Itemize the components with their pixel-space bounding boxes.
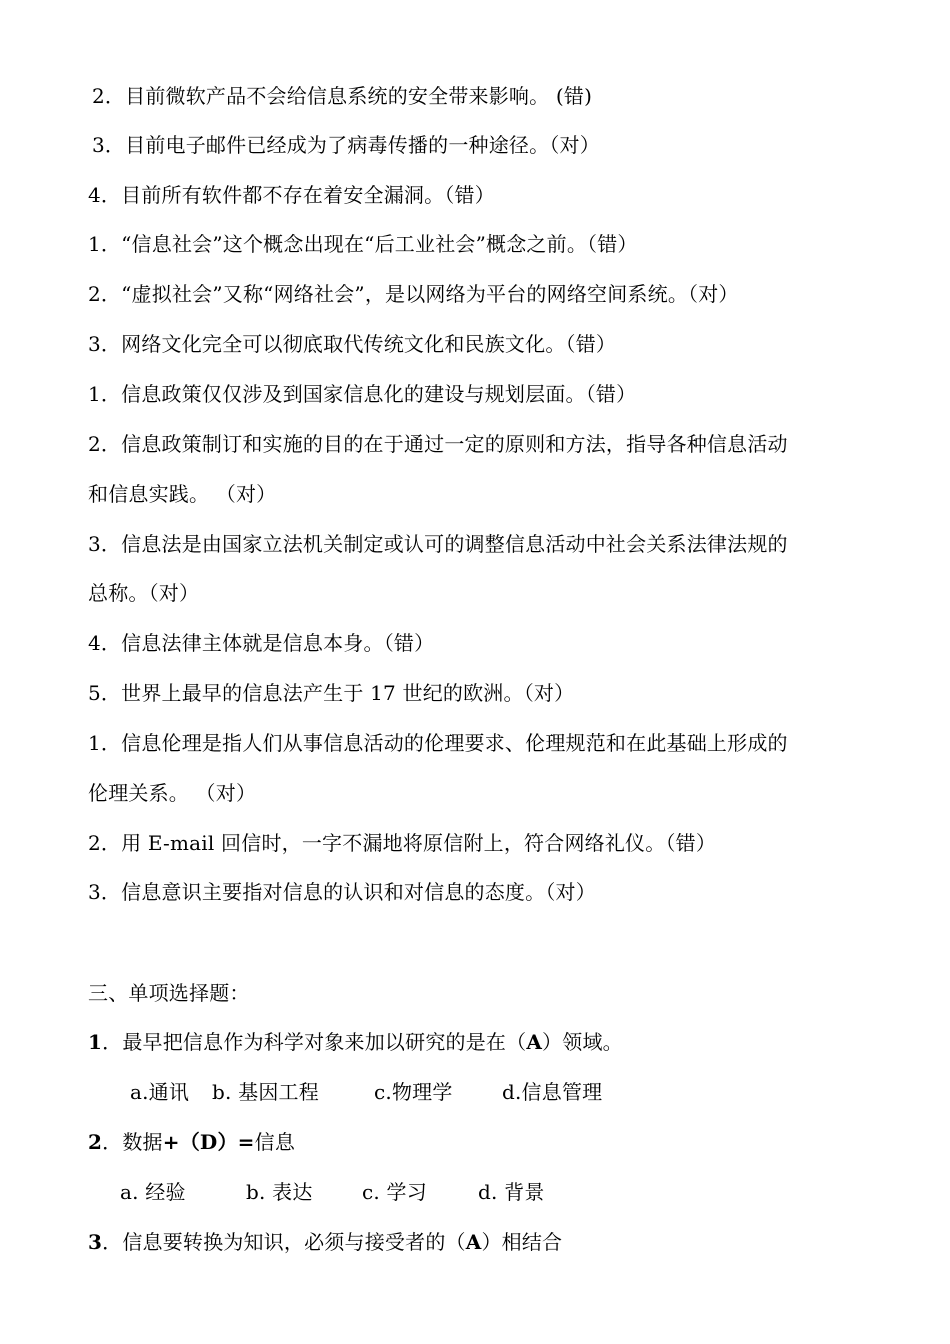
- question-stem-end: 信息: [254, 1130, 296, 1154]
- equals-sign: =: [237, 1130, 255, 1154]
- tf-item: 3．网络文化完全可以彻底取代传统文化和民族文化。（错）: [88, 332, 617, 356]
- tf-item-continuation: 伦理关系。 （对）: [88, 781, 257, 805]
- option-c: c. 学习: [362, 1180, 427, 1204]
- paren-close: ）: [217, 1130, 238, 1154]
- option-c: c.物理学: [374, 1080, 453, 1104]
- option-b: b. 基因工程: [212, 1080, 319, 1104]
- question-number: 1: [88, 1030, 103, 1054]
- question-answer: A: [526, 1030, 543, 1054]
- option-a: a.通讯: [130, 1080, 190, 1104]
- question-number: 3: [88, 1230, 103, 1254]
- option-a: a. 经验: [120, 1180, 186, 1204]
- tf-item: 4．信息法律主体就是信息本身。（错）: [88, 631, 435, 655]
- tf-item: 2．用 E-mail 回信时，一字不漏地将原信附上，符合网络礼仪。（错）: [88, 831, 717, 855]
- tf-item: 1．信息伦理是指人们从事信息活动的伦理要求、伦理规范和在此基础上形成的: [88, 731, 788, 755]
- question-answer: A: [465, 1230, 482, 1254]
- tf-item: 4．目前所有软件都不存在着安全漏洞。（错）: [88, 183, 495, 207]
- question-2: [88, 1128, 295, 1156]
- tf-item: 3．目前电子邮件已经成为了病毒传播的一种途径。（对）: [92, 133, 600, 157]
- option-b: b. 表达: [246, 1180, 313, 1204]
- tf-item: 1．“信息社会”这个概念出现在“后工业社会”概念之前。（错）: [88, 232, 638, 256]
- tf-item: 2．目前微软产品不会给信息系统的安全带来影响。 (错): [92, 84, 593, 108]
- question-1-options: [130, 1078, 602, 1106]
- question-stem: ．数据: [102, 1130, 163, 1154]
- tf-item: 3．信息意识主要指对信息的认识和对信息的态度。（对）: [88, 880, 596, 904]
- question-stem: ．信息要转换为知识，必须与接受者的（: [102, 1230, 466, 1254]
- tf-item-continuation: 和信息实践。 （对）: [88, 482, 277, 506]
- question-stem: ．最早把信息作为科学对象来加以研究的是在（: [102, 1030, 527, 1054]
- question-stem-end: ）相结合: [481, 1230, 563, 1254]
- question-1: [88, 1028, 623, 1056]
- paren-open: （: [179, 1130, 200, 1154]
- tf-item: 2．“虚拟社会”又称“网络社会”，是以网络为平台的网络空间系统。（对）: [88, 282, 739, 306]
- option-d: d. 背景: [478, 1180, 545, 1204]
- question-answer: D: [199, 1130, 218, 1154]
- question-number: 2: [88, 1130, 103, 1154]
- plus-sign: +: [162, 1130, 180, 1154]
- question-stem-end: ）领域。: [542, 1030, 623, 1054]
- tf-item: 3．信息法是由国家立法机关制定或认可的调整信息活动中社会关系法律法规的: [88, 532, 788, 556]
- tf-item-continuation: 总称。（对）: [88, 581, 200, 605]
- tf-item: 2．信息政策制订和实施的目的在于通过一定的原则和方法，指导各种信息活动: [88, 432, 788, 456]
- option-d: d.信息管理: [502, 1080, 603, 1104]
- question-2-options: [120, 1178, 545, 1206]
- section-title: 三、单项选择题：: [88, 981, 250, 1005]
- tf-item: 1．信息政策仅仅涉及到国家信息化的建设与规划层面。（错）: [88, 382, 637, 406]
- tf-item: 5．世界上最早的信息法产生于 17 世纪的欧洲。（对）: [88, 681, 575, 705]
- question-3: [88, 1228, 562, 1256]
